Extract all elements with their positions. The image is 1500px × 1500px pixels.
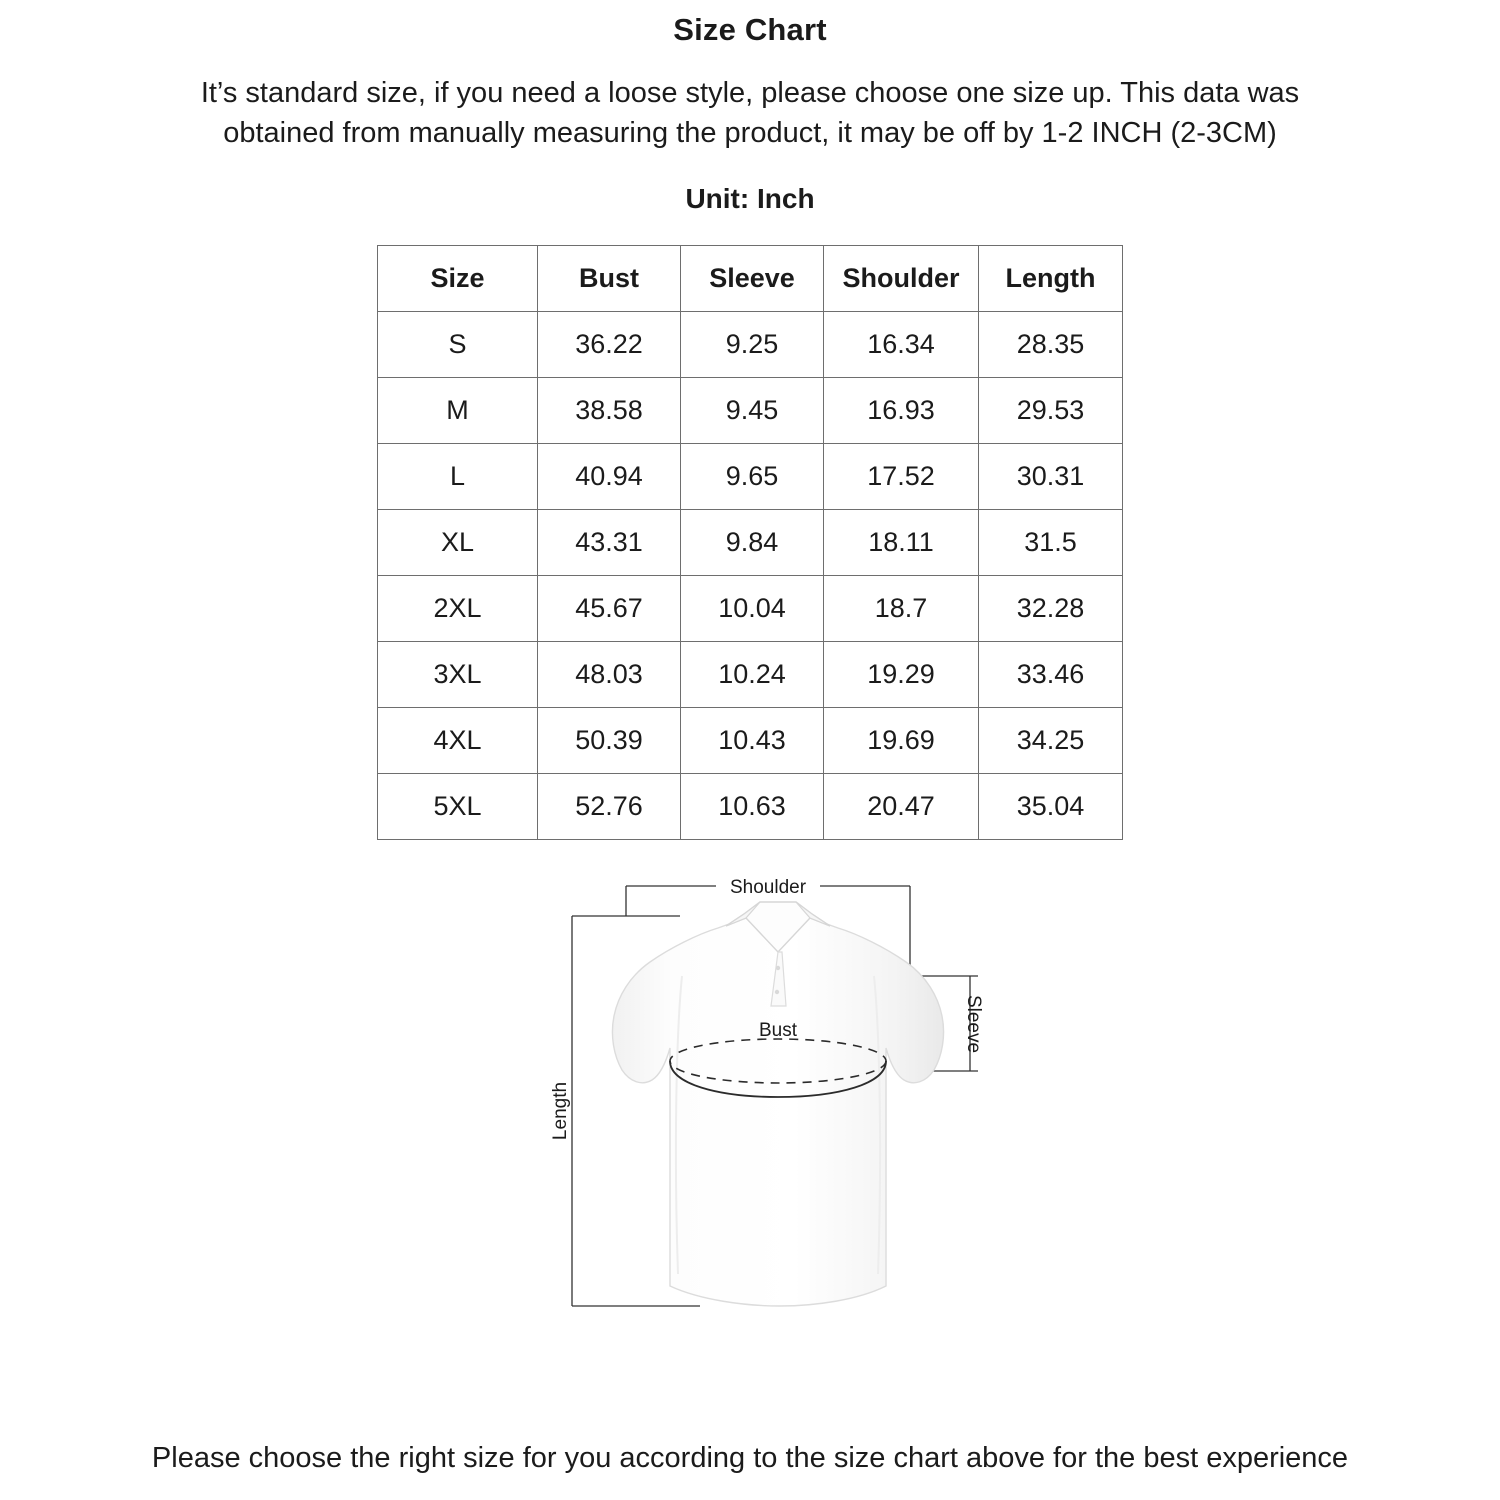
cell-size: XL [378, 510, 538, 576]
label-shoulder: Shoulder [729, 877, 807, 899]
cell-bust: 48.03 [538, 642, 681, 708]
cell-bust: 43.31 [538, 510, 681, 576]
cell-length: 35.04 [979, 774, 1123, 840]
cell-bust: 52.76 [538, 774, 681, 840]
column-header-sleeve: Sleeve [681, 246, 824, 312]
column-header-bust: Bust [538, 246, 681, 312]
table-row [378, 774, 1123, 840]
cell-sleeve: 10.43 [681, 708, 824, 774]
cell-shoulder: 16.93 [824, 378, 979, 444]
cell-sleeve: 10.04 [681, 576, 824, 642]
unit-label: Unit: Inch [685, 183, 815, 215]
table-row [378, 444, 1123, 510]
table-row [378, 708, 1123, 774]
cell-size: S [378, 312, 538, 378]
table-row [378, 576, 1123, 642]
cell-bust: 36.22 [538, 312, 681, 378]
cell-size: 5XL [378, 774, 538, 840]
measurement-diagram [0, 856, 1500, 1326]
cell-length: 29.53 [979, 378, 1123, 444]
cell-size: L [378, 444, 538, 510]
cell-length: 31.5 [979, 510, 1123, 576]
table-header-row [378, 246, 1123, 312]
footer-text: Please choose the right size for you according to the size chart above for the best experience [151, 1441, 1349, 1474]
cell-sleeve: 9.84 [681, 510, 824, 576]
cell-sleeve: 9.25 [681, 312, 824, 378]
size-table [377, 245, 1123, 840]
cell-bust: 40.94 [538, 444, 681, 510]
intro-text: It’s standard size, if you need a loose style, please choose one size up. This data was obtained from manually measuring the product, it may be off by 1-2 INCH (2-3CM) [200, 77, 1300, 149]
cell-size: 2XL [378, 576, 538, 642]
column-header-shoulder: Shoulder [824, 246, 979, 312]
label-bust: Bust [758, 1020, 798, 1042]
cell-shoulder: 19.69 [824, 708, 979, 774]
cell-length: 33.46 [979, 642, 1123, 708]
cell-shoulder: 18.7 [824, 576, 979, 642]
table-row [378, 312, 1123, 378]
cell-length: 28.35 [979, 312, 1123, 378]
cell-shoulder: 16.34 [824, 312, 979, 378]
cell-size: 4XL [378, 708, 538, 774]
cell-size: 3XL [378, 642, 538, 708]
page-title: Size Chart [673, 12, 827, 47]
cell-sleeve: 10.63 [681, 774, 824, 840]
cell-length: 30.31 [979, 444, 1123, 510]
cell-shoulder: 17.52 [824, 444, 979, 510]
cell-bust: 50.39 [538, 708, 681, 774]
cell-sleeve: 10.24 [681, 642, 824, 708]
table-row [378, 642, 1123, 708]
column-header-size: Size [378, 246, 538, 312]
cell-shoulder: 18.11 [824, 510, 979, 576]
cell-bust: 38.58 [538, 378, 681, 444]
cell-bust: 45.67 [538, 576, 681, 642]
table-row [378, 510, 1123, 576]
table-row [378, 378, 1123, 444]
cell-length: 32.28 [979, 576, 1123, 642]
column-header-length: Length [979, 246, 1123, 312]
cell-length: 34.25 [979, 708, 1123, 774]
cell-sleeve: 9.45 [681, 378, 824, 444]
cell-shoulder: 20.47 [824, 774, 979, 840]
cell-shoulder: 19.29 [824, 642, 979, 708]
cell-sleeve: 9.65 [681, 444, 824, 510]
label-length: Length [550, 1082, 571, 1141]
shirt-illustration [612, 902, 943, 1306]
cell-size: M [378, 378, 538, 444]
polo-shirt-diagram [530, 856, 1030, 1326]
label-sleeve: Sleeve [963, 995, 984, 1054]
